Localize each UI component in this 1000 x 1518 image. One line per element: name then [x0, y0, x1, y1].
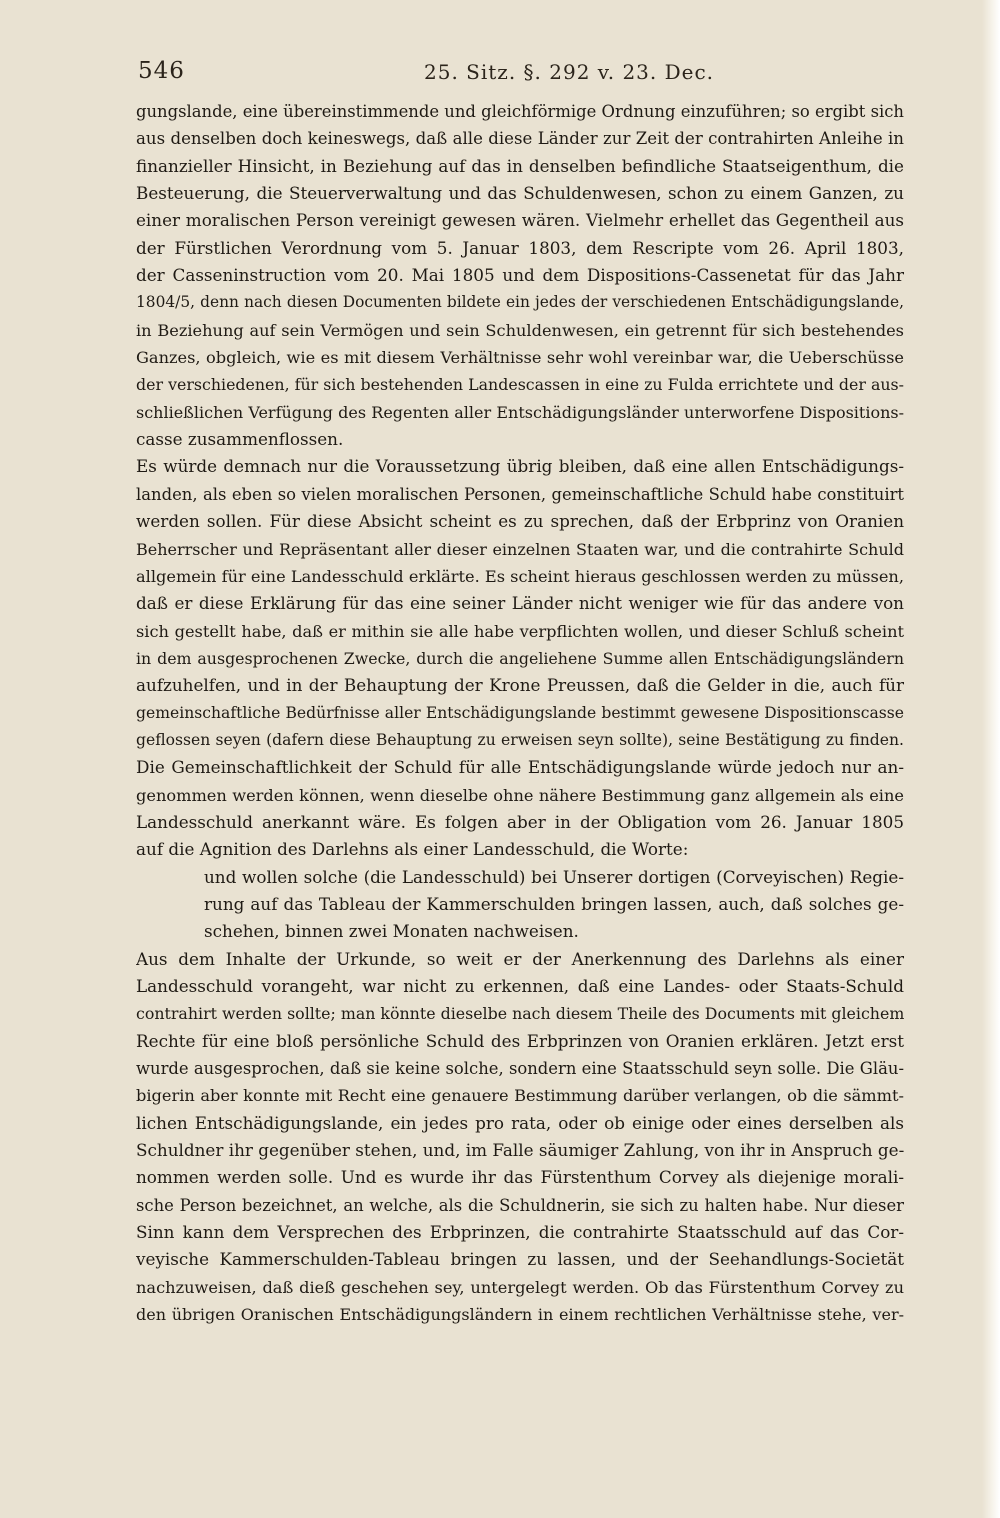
text-line: Landesschuld anerkannt wäre. Es folgen aber in der Obligation vom 26. Januar 1805 — [136, 811, 904, 832]
text-line: landen, als eben so vielen moralischen Personen, gemeinschaftliche Schuld habe constituirt — [136, 484, 904, 504]
text-line: sich gestellt habe, daß er mithin sie alle habe verpflichten wollen, und dieser Schluß scheint — [136, 621, 904, 641]
text-line: bigerin aber konnte mit Recht eine genauere Bestimmung darüber verlangen, ob die sämmt- — [136, 1086, 904, 1106]
text-line: in Beziehung auf sein Vermögen und sein Schuldenwesen, ein getrennt für sich bestehendes — [136, 320, 904, 340]
text-line: schließlichen Verfügung des Regenten aller Entschädigungsländer unterworfene Dispositions- — [136, 402, 904, 422]
text-line: gungslande, eine übereinstimmende und gleichförmige Ordnung einzuführen; so ergibt sich — [136, 102, 904, 121]
text-line: 1804/5, denn nach diesen Documenten bildete ein jedes der verschiedenen Entschädigungslande, — [136, 293, 904, 312]
text-line: contrahirt werden sollte; man könnte dieselbe nach diesem Theile des Documents mit gleichem — [136, 1004, 904, 1024]
text-line: casse zusammenflossen. — [136, 429, 344, 450]
text-line: der Casseninstruction vom 20. Mai 1805 und dem Dispositions-Cassenetat für das Jahr — [136, 265, 904, 286]
text-line: Rechte für eine bloß persönliche Schuld des Erbprinzen von Oranien erklären. Jetzt erst — [136, 1030, 904, 1051]
text-line: Beherrscher und Repräsentant aller dieser einzelnen Staaten war, und die contrahirte Schuld — [136, 539, 904, 559]
text-line: allgemein für eine Landesschuld erklärte. Es scheint hieraus geschlossen werden zu müssen, — [136, 566, 904, 586]
text-line: nachzuweisen, daß dieß geschehen sey, untergelegt werden. Ob das Fürstenthum Corvey zu — [136, 1277, 904, 1297]
text-line: Ganzes, obgleich, wie es mit diesem Verhältnisse sehr wohl vereinbar war, die Ueberschüsse — [136, 348, 904, 368]
text-line: aus denselben doch keineswegs, daß alle diese Länder zur Zeit der contrahirten Anleihe in — [136, 129, 904, 149]
text-line: der verschiedenen, für sich bestehenden Landescassen in eine zu Fulda errichtete und der aus- — [136, 375, 904, 395]
text-line: Besteuerung, die Steuerverwaltung und das Schuldenwesen, schon zu einem Ganzen, zu — [136, 183, 904, 204]
text-line: auf die Agnition des Darlehns als einer Landesschuld, die Worte: — [136, 839, 689, 860]
text-line: Sinn kann dem Versprechen des Erbprinzen, die contrahirte Staatsschuld auf das Cor- — [136, 1222, 904, 1243]
page-header — [128, 58, 908, 88]
text-line: Aus dem Inhalte der Urkunde, so weit er der Anerkennung des Darlehns als einer — [136, 948, 904, 969]
page-edge — [982, 0, 1000, 1518]
text-line: Landesschuld vorangeht, war nicht zu erkennen, daß eine Landes- oder Staats-Schuld — [136, 976, 904, 996]
text-line: nommen werden solle. Und es wurde ihr das Fürstenthum Corvey als diejenige morali- — [136, 1167, 904, 1188]
text-line: aufzuhelfen, und in der Behauptung der Krone Preussen, daß die Gelder in die, auch für — [136, 675, 904, 696]
text-line: gemeinschaftliche Bedürfnisse aller Entschädigungslande bestimmt gewesene Dispositionscasse — [136, 703, 904, 722]
text-line: finanzieller Hinsicht, in Beziehung auf das in denselben befindliche Staatseigenthum, die — [136, 155, 904, 176]
running-head: 25. Sitz. §. 292 v. 23. Dec. — [424, 60, 715, 84]
page-number: 546 — [138, 58, 185, 84]
text-line: einer moralischen Person vereinigt gewesen wären. Vielmehr erhellet das Gegentheil aus — [136, 210, 904, 231]
text-line: den übrigen Oranischen Entschädigungsländern in einem rechtlichen Verhältnisse stehe, ver- — [136, 1305, 904, 1325]
text-line: Die Gemeinschaftlichkeit der Schuld für alle Entschädigungslande würde jedoch nur an- — [136, 757, 904, 778]
text-line: daß er diese Erklärung für das eine seiner Länder nicht weniger wie für das andere von — [136, 593, 904, 614]
text-line: werden sollen. Für diese Absicht scheint es zu sprechen, daß der Erbprinz von Oranien — [136, 511, 904, 532]
body-text — [136, 98, 904, 1328]
text-line: veyische Kammerschulden-Tableau bringen zu lassen, und der Seehandlungs-Societät — [136, 1249, 904, 1270]
text-line: rung auf das Tableau der Kammerschulden bringen lassen, auch, daß solches ge- — [204, 893, 904, 914]
text-line: geflossen seyen (dafern diese Behauptung zu erweisen seyn sollte), seine Bestätigung zu finden. — [136, 730, 904, 749]
text-line: genommen werden können, wenn dieselbe ohne nähere Bestimmung ganz allgemein als eine — [136, 785, 904, 805]
text-line: lichen Entschädigungslande, ein jedes pro rata, oder ob einige oder eines derselben als — [136, 1112, 904, 1133]
text-line: sche Person bezeichnet, an welche, als die Schuldnerin, sie sich zu halten habe. Nur dieser — [136, 1195, 904, 1215]
text-line: und wollen solche (die Landesschuld) bei Unserer dortigen (Corveyischen) Regie- — [204, 866, 904, 887]
text-line: schehen, binnen zwei Monaten nachweisen. — [204, 921, 579, 942]
text-line: in dem ausgesprochenen Zwecke, durch die angeliehene Summe allen Entschädigungsländern — [136, 648, 904, 668]
text-line: Es würde demnach nur die Voraussetzung übrig bleiben, daß eine allen Entschädigungs- — [136, 456, 904, 477]
text-line: wurde ausgesprochen, daß sie keine solche, sondern eine Staatsschuld seyn solle. Die Gläu- — [136, 1059, 904, 1079]
text-line: Schuldner ihr gegenüber stehen, und, im Falle säumiger Zahlung, von ihr in Anspruch ge- — [136, 1140, 904, 1161]
text-line: der Fürstlichen Verordnung vom 5. Januar 1803, dem Rescripte vom 26. April 1803, — [136, 237, 904, 258]
